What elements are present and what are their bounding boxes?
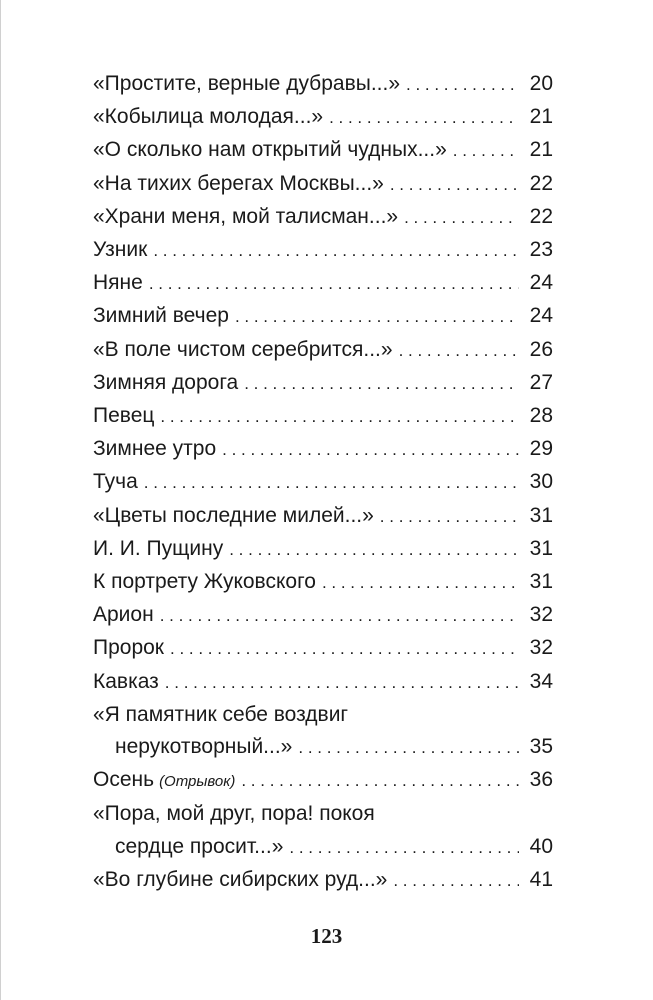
toc-entry-note: (Отрывок) (159, 773, 236, 791)
toc-entry (93, 433, 553, 466)
toc-entry-title-line2: нерукотворный...» (115, 735, 293, 759)
toc-entry-title: К портрету Жуковского (93, 570, 316, 594)
table-of-contents (93, 68, 553, 897)
dot-leader (235, 301, 519, 333)
toc-entry (93, 201, 553, 234)
toc-entry-page: 31 (529, 503, 553, 527)
toc-entry-title: Пророк (93, 636, 164, 660)
toc-entry (93, 699, 553, 764)
dot-leader (229, 534, 519, 566)
page-edge (0, 0, 1, 1000)
toc-entry-title: «Простите, верные дубравы...» (93, 72, 401, 95)
toc-entry-title: Кавказ (93, 669, 159, 693)
toc-entry-page: 24 (529, 271, 553, 295)
toc-entry (93, 101, 553, 134)
toc-entry-title-line1: «Я памятник себе воздвиг (93, 702, 349, 726)
toc-entry-title: Няне (93, 271, 143, 295)
toc-entry-page: 20 (529, 72, 553, 95)
toc-entry (93, 632, 553, 665)
toc-entry (93, 533, 553, 566)
dot-leader (165, 667, 519, 699)
dot-leader (380, 501, 519, 533)
toc-entry-title-line1: «Пора, мой друг, пора! покоя (93, 802, 375, 826)
dot-leader (170, 633, 519, 665)
toc-entry-title: «Кобылица молодая...» (93, 105, 324, 129)
toc-entry (93, 599, 553, 632)
toc-entry (93, 334, 553, 367)
toc-entry-title: Узник (93, 238, 148, 262)
toc-entry-title: Арион (93, 603, 154, 627)
toc-entry-title: Туча (93, 470, 138, 494)
toc-entry (93, 764, 553, 798)
dot-leader (453, 135, 519, 167)
toc-entry-title: «В поле чистом серебрится...» (93, 337, 393, 361)
toc-entry-page: 34 (529, 669, 553, 693)
toc-entry-page: 32 (529, 636, 553, 660)
dot-leader (153, 235, 519, 267)
dot-leader (329, 102, 519, 134)
dot-leader (298, 732, 519, 764)
toc-entry (93, 500, 553, 533)
dot-leader (393, 865, 519, 897)
toc-entry (93, 400, 553, 433)
toc-entry (93, 300, 553, 333)
toc-entry-page: 23 (529, 238, 553, 262)
toc-entry-page: 21 (529, 105, 553, 129)
toc-entry (93, 168, 553, 201)
toc-entry-page: 31 (529, 570, 553, 594)
toc-entry-page: 30 (529, 470, 553, 494)
toc-entry-page: 41 (529, 867, 553, 891)
dot-leader (160, 600, 519, 632)
toc-entry-page: 31 (529, 536, 553, 560)
dot-leader (404, 202, 519, 234)
dot-leader (406, 69, 519, 101)
toc-entry-page: 21 (529, 138, 553, 162)
toc-entry-page: 24 (529, 304, 553, 328)
toc-entry-title: «Храни меня, мой талисман...» (93, 204, 399, 228)
toc-entry-title: Зимнее утро (93, 437, 217, 461)
dot-leader (144, 467, 519, 499)
toc-entry-page: 36 (529, 768, 553, 792)
toc-entry-title: «Цветы последние милей...» (93, 503, 374, 527)
dot-leader (244, 368, 519, 400)
toc-entry-page: 22 (529, 171, 553, 195)
dot-leader (241, 765, 519, 797)
dot-leader (399, 335, 519, 367)
page-number: 123 (310, 924, 343, 948)
toc-entry-page: 22 (529, 204, 553, 228)
dot-leader (222, 434, 519, 466)
toc-entry-title-line2: сердце просит...» (115, 834, 284, 858)
toc-entry (93, 566, 553, 599)
toc-entry-page: 27 (529, 370, 553, 394)
toc-entry (93, 234, 553, 267)
toc-entry (93, 798, 553, 863)
toc-entry-title: «На тихих берегах Москвы...» (93, 171, 384, 195)
toc-entry (93, 367, 553, 400)
toc-entry-page: 32 (529, 603, 553, 627)
toc-entry (93, 666, 553, 699)
toc-entry (93, 134, 553, 167)
toc-entry-title: Певец (93, 404, 155, 428)
toc-entry-page: 29 (529, 437, 553, 461)
toc-entry-title: Зимний вечер (93, 304, 229, 328)
toc-entry-title: Зимняя дорога (93, 370, 239, 394)
toc-entry-page: 35 (529, 735, 553, 759)
dot-leader (390, 169, 519, 201)
toc-entry (93, 466, 553, 499)
toc-entry (93, 68, 553, 101)
toc-entry (93, 864, 553, 897)
toc-entry-page: 26 (529, 337, 553, 361)
dot-leader (322, 567, 519, 599)
toc-entry-title: И. И. Пущину (93, 536, 224, 560)
dot-leader (160, 401, 519, 433)
toc-entry-title: Осень (93, 768, 155, 792)
toc-entry-page: 28 (529, 404, 553, 428)
dot-leader (289, 832, 519, 864)
toc-entry-page: 40 (529, 834, 553, 858)
toc-entry-title: «Во глубине сибирских руд...» (93, 867, 388, 891)
toc-entry-title: «О сколько нам открытий чудных...» (93, 138, 447, 162)
toc-entry (93, 267, 553, 300)
dot-leader (149, 268, 519, 300)
